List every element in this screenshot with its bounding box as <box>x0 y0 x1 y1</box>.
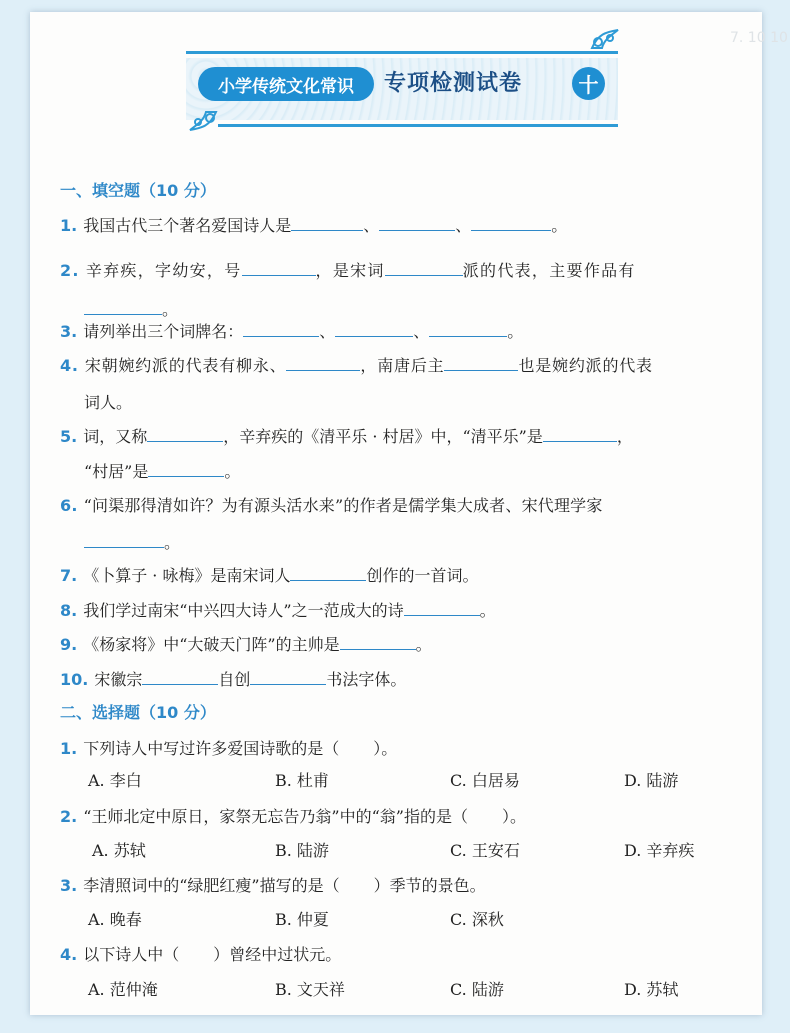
option-c[interactable]: C. 王安石 <box>450 841 520 860</box>
question-text: ）。 <box>501 807 526 826</box>
question-text: ）曾经中过状元。 <box>213 945 342 964</box>
question-text: ，南唐后主 <box>360 356 445 375</box>
punctuation: 。 <box>551 216 568 235</box>
answer-blank[interactable] <box>142 668 218 685</box>
question-text: “问渠那得清如许？为有源头活水来”的作者是儒学集大成者、宋代理学家 <box>83 496 603 515</box>
flourish-icon <box>186 108 220 134</box>
question-text: 辛弃疾，字幼安，号 <box>85 261 242 280</box>
question-1-6-continued <box>84 530 180 553</box>
answer-blank[interactable] <box>291 214 363 231</box>
separator: 、 <box>319 322 336 341</box>
question-text: ，辛弃疾的《清平乐 · 村居》中，“清平乐”是 <box>223 427 543 446</box>
answer-blank[interactable] <box>429 320 507 337</box>
question-1-4 <box>60 353 750 376</box>
question-2-1 <box>60 736 750 759</box>
punctuation: 。 <box>164 533 181 552</box>
question-text: ，是宋词 <box>315 261 385 280</box>
question-number: 3. <box>60 876 78 895</box>
answer-blank[interactable] <box>84 531 164 548</box>
question-text: 我国古代三个著名爱国诗人是 <box>83 216 292 235</box>
option-b[interactable]: B. 陆游 <box>275 841 329 860</box>
question-number: 5. <box>60 427 78 446</box>
answer-blank[interactable] <box>379 214 455 231</box>
question-text: 《杨家将》中“大破天门阵”的主帅是 <box>83 635 340 654</box>
option-d[interactable]: D. 陆游 <box>624 771 679 790</box>
question-2-2 <box>60 804 750 827</box>
answer-blank[interactable] <box>84 298 162 315</box>
question-1-1 <box>60 213 750 236</box>
option-b[interactable]: B. 杜甫 <box>275 771 329 790</box>
question-number: 7. <box>60 566 78 585</box>
question-text: ）。 <box>373 739 398 758</box>
question-text: ）季节的景色。 <box>373 876 486 895</box>
answer-blank[interactable] <box>385 259 463 276</box>
answer-blank[interactable] <box>543 425 617 442</box>
question-text: 李清照词中的“绿肥红瘦”描写的是（ <box>83 876 340 895</box>
separator: 、 <box>363 216 380 235</box>
option-a[interactable]: A. 范仲淹 <box>88 980 158 999</box>
question-number: 3. <box>60 322 78 341</box>
punctuation: 。 <box>224 462 241 481</box>
answer-blank[interactable] <box>286 354 360 371</box>
banner-bottom-rule <box>218 124 618 127</box>
option-c[interactable]: C. 白居易 <box>450 771 520 790</box>
question-text: “王师北定中原日，家祭无忘告乃翁”中的“翁”指的是（ <box>83 807 468 826</box>
question-text: 宋徽宗 <box>94 670 143 689</box>
punctuation: 。 <box>162 300 179 319</box>
question-number: 10. <box>60 670 89 689</box>
question-number: 2. <box>60 807 78 826</box>
option-b[interactable]: B. 仲夏 <box>275 910 329 929</box>
answer-blank[interactable] <box>250 668 326 685</box>
worksheet-page: 7. 10 10 小学传统文化常识 专项检测试卷 十 一、填空题（10 分） 1. 我国古代三个著名爱国诗人是 、 、 。 2. 辛弃疾，字幼安，号 ，是宋词 派的代表，主要作品有 。 3. 请列举出三个词牌名： 、 、 。 4. 宋朝婉约派的代表有柳永、 ，南唐后主 也是婉约派的代表 词人。 5. 词，又称 ，辛弃疾的《清平乐 · 村居》中，“清平乐”是 ， “村居”是 。 6. “问渠那得清如许？为有源头活水来”的作者是儒学集大成者、宋代理学家 。 7. 《卜算子 · 咏梅》是南宋词人 创作的一首词。 8. 我们学过南宋“中兴四大诗人”之一范成大的诗 。 9. 《杨家将》中“大破天门阵”的主帅是 。 10. 宋徽宗 自创 书法字体。 二、选择题（10 分） 1. 下列诗人中写过许多爱国诗歌的是（ ）。 A. 李白 B. 杜甫 C. 白居易 D. 陆游 2. “王师北定中原日，家祭无忘告乃翁”中的“翁”指的是（ ）。 A. 苏轼 B. 陆游 C. 王安石 D. 辛弃疾 3. 李清照词中的“绿肥红瘦”描写的是（ ）季节的景色。 A. 晚春 B. 仲夏 C. 深秋 4. 以下诗人中（ ）曾经中过状元。 A. 范仲淹 B. 文天祥 C. 陆游 D. 苏轼 <box>30 12 762 1015</box>
question-number: 8. <box>60 601 78 620</box>
answer-blank[interactable] <box>340 633 416 650</box>
question-text: 宋朝婉约派的代表有柳永、 <box>84 356 287 375</box>
option-d[interactable]: D. 辛弃疾 <box>624 841 695 860</box>
separator: 、 <box>455 216 472 235</box>
question-text: 词，又称 <box>83 427 148 446</box>
question-2-3 <box>60 873 750 896</box>
option-c[interactable]: C. 深秋 <box>450 910 504 929</box>
question-1-4-continued: 词人。 <box>84 393 133 412</box>
question-2-4 <box>60 942 750 965</box>
question-text: 创作的一首词。 <box>366 566 479 585</box>
option-d[interactable]: D. 苏轼 <box>624 980 679 999</box>
option-a[interactable]: A. 晚春 <box>88 910 142 929</box>
punctuation: ， <box>616 427 633 446</box>
answer-blank[interactable] <box>335 320 413 337</box>
option-a[interactable]: A. 李白 <box>88 771 142 790</box>
punctuation: 。 <box>415 635 432 654</box>
question-number: 1. <box>60 739 78 758</box>
flourish-icon <box>588 26 622 52</box>
question-number: 6. <box>60 496 78 515</box>
question-1-3 <box>60 319 750 342</box>
question-number: 1. <box>60 216 78 235</box>
series-badge: 小学传统文化常识 <box>198 67 374 101</box>
test-number-badge: 十 <box>572 67 605 100</box>
question-1-8 <box>60 598 750 621</box>
punctuation: 。 <box>479 601 496 620</box>
option-a[interactable]: A. 苏轼 <box>92 841 146 860</box>
question-1-6 <box>60 493 750 516</box>
question-number: 4. <box>60 356 79 375</box>
question-1-5-continued <box>84 459 240 482</box>
answer-blank[interactable] <box>242 259 316 276</box>
option-c[interactable]: C. 陆游 <box>450 980 504 999</box>
question-text: “村居”是 <box>84 462 149 481</box>
answer-blank[interactable] <box>243 320 319 337</box>
answer-blank[interactable] <box>471 214 551 231</box>
answer-blank[interactable] <box>404 599 480 616</box>
option-b[interactable]: B. 文天祥 <box>275 980 345 999</box>
question-number: 4. <box>60 945 78 964</box>
question-text: 我们学过南宋“中兴四大诗人”之一范成大的诗 <box>83 601 404 620</box>
separator: 、 <box>413 322 430 341</box>
punctuation: 。 <box>507 322 524 341</box>
question-text: 请列举出三个词牌名： <box>83 322 244 341</box>
page-title: 专项检测试卷 <box>384 71 523 96</box>
answer-blank[interactable] <box>148 460 224 477</box>
question-text: 派的代表，主要作品有 <box>462 261 636 280</box>
question-text: 以下诗人中（ <box>83 945 180 964</box>
answer-blank[interactable] <box>290 564 366 581</box>
question-text: 也是婉约派的代表 <box>518 356 653 375</box>
question-1-10 <box>60 667 750 690</box>
question-text: 《卜算子 · 咏梅》是南宋词人 <box>83 566 291 585</box>
question-1-9 <box>60 632 750 655</box>
answer-blank[interactable] <box>444 354 518 371</box>
question-number: 2. <box>60 261 80 280</box>
question-1-5 <box>60 424 750 447</box>
question-text: 下列诗人中写过许多爱国诗歌的是（ <box>83 739 340 758</box>
question-number: 9. <box>60 635 78 654</box>
section-heading-multiple-choice: 二、选择题（10 分） <box>60 703 216 722</box>
answer-blank[interactable] <box>147 425 223 442</box>
question-1-2-continued <box>84 297 178 320</box>
banner-top-rule <box>186 51 618 54</box>
question-text: 自创 <box>218 670 251 689</box>
question-1-7 <box>60 563 750 586</box>
section-heading-fill-blank: 一、填空题（10 分） <box>60 181 216 200</box>
question-text: 书法字体。 <box>326 670 407 689</box>
question-1-2 <box>60 258 750 281</box>
